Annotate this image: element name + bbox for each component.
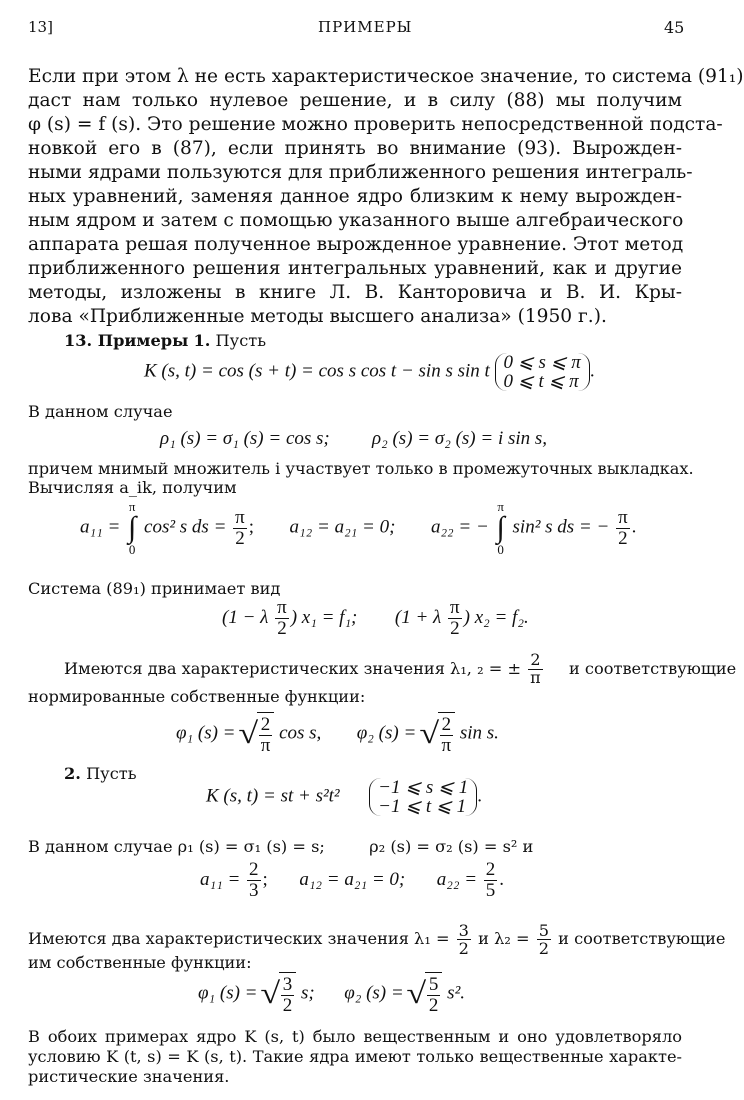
text-line: В данном случае [28, 402, 173, 421]
fraction-pi-over-2: $\frac{\pi}{2}$ [618, 506, 628, 549]
closing-line: В обоих примерах ядро K (s, t) было вещественным и оно удовлетворяло [28, 1027, 682, 1046]
integral-sign: π ∫ 0 [128, 499, 137, 557]
system-eq2-right: ) x₂ = f₂. [463, 606, 529, 628]
running-title: ПРИМЕРЫ [318, 18, 413, 36]
fraction-2-over-pi: $\frac{2}{\pi}$ [530, 650, 541, 687]
paragraph-line: Если при этом λ не есть характеристическое значение, то система (91₁) [28, 66, 744, 87]
kernel-formula: K (s, t) = cos (s + t) = cos s cos t − sin s sin t [144, 360, 490, 382]
sqrt-2-over-pi: √ $\frac{2}{\pi}$ [240, 712, 274, 756]
section-number: 13] [28, 18, 53, 36]
system-eq2-left: (1 + λ [394, 606, 442, 628]
text-line: нормированные собственные функции: [28, 687, 366, 706]
integral-sign: π ∫ 0 [496, 499, 505, 557]
paragraph-line: аппарата решая полученное вырожденное уравнение. Этот метод [28, 234, 684, 255]
paragraph-line: методы, изложены в книге Л. В. Канторовича и В. И. Кры- [28, 282, 682, 303]
equation-a-coefficients: a₁₁ = $\frac{2}{3}$ ; a₁₂ = a₂₁ = 0; a₂₂ = $\frac{2}{5}$ . [200, 859, 505, 901]
rho2-formula: ρ₂ (s) = σ₂ (s) = i sin s, [372, 428, 548, 449]
text-line: Имеются два характеристических значения λ₁ = $\frac{3}{2}$ и λ₂ = $\frac{5}{2}$ и соответствующие [28, 921, 726, 958]
section-heading [64, 330, 266, 352]
example-number: 1. [193, 331, 211, 350]
sqrt-2-over-pi: √ $\frac{2}{\pi}$ [421, 712, 455, 756]
paragraph-line: даст нам только нулевое решение, и в силу (88) мы получим [28, 90, 682, 111]
equation-eigenfunctions-2: φ₁ (s) = √ $\frac{3}{2}$ s; φ₂ (s) = √ $\frac{5}{2}$ s². [198, 974, 466, 1016]
closing-line: условию K (t, s) = K (s, t). Такие ядра имеют только вещественные характе- [28, 1047, 682, 1066]
equation-kernel-1: K (s, t) = cos (s + t) = cos s cos t − sin s sin t 0 ⩽ s ⩽ π 0 ⩽ t ⩽ π . [144, 352, 595, 392]
condition-t: 0 ⩽ t ⩽ π [503, 371, 579, 392]
equation-rho-sigma-1 [160, 428, 330, 450]
text-line: Имеются два характеристических значения λ₁, ₂ = ± $\frac{2}{\pi}$ и соответствующие [64, 650, 737, 687]
lower-limit: 0 [128, 542, 136, 557]
text-line: им собственные функции: [28, 953, 252, 972]
fraction-pi-over-2: $\frac{\pi}{2}$ [235, 506, 245, 549]
section-heading-title: 13. Примеры [64, 331, 189, 350]
condition-s: 0 ⩽ s ⩽ π [503, 352, 581, 373]
equation-system: (1 − λ $\frac{\pi}{2}$ ) x₁ = f₁; (1 + λ $\frac{\pi}{2}$ ) x₂ = f₂. [222, 597, 529, 639]
fraction-2-over-5: $\frac{2}{5}$ [485, 859, 496, 901]
text-line: Вычисляя a_ik, получим [28, 478, 237, 497]
example-2-label: 2. Пусть [64, 764, 137, 783]
domain-conditions: −1 ⩽ s ⩽ 1 −1 ⩽ t ⩽ 1 [369, 778, 477, 816]
paragraph-line: ным ядром и затем с помощью указанного выше алгебраического [28, 210, 684, 231]
text-line: причем мнимый множитель i участвует только в промежуточных выкладках. [28, 459, 694, 478]
paragraph-line: ными ядрами пользуются для приближенного решения интеграль- [28, 162, 693, 183]
a22-integrand: sin² s ds = − [512, 516, 610, 538]
paragraph-line: лова «Приближенные методы высшего анализа» (1950 г.). [28, 306, 607, 327]
fraction-5-over-2: $\frac{5}{2}$ [538, 921, 550, 958]
page-number: 45 [664, 18, 685, 37]
equation-integrals-1: a₁₁ = π ∫ 0 cos² s ds = $\frac{\pi}{2}$ ; a₁₂ = a₂₁ = 0; a₂₂ = − π ∫ 0 sin² s ds = − $\frac{\pi}{2}$ . [80, 499, 637, 557]
equation-kernel-2: K (s, t) = st + s²t² −1 ⩽ s ⩽ 1 −1 ⩽ t ⩽ 1 . [206, 777, 482, 817]
a22-label: a₂₂ = − [430, 516, 489, 538]
system-eq1-left: (1 − λ [222, 606, 269, 628]
rho1-formula: ρ₁ (s) = σ₁ (s) = cos s; [160, 428, 330, 449]
paragraph-line: приближенного решения интегральных уравнений, как и другие [28, 258, 682, 279]
a12-equation: a₁₂ = a₂₁ = 0; [289, 516, 396, 538]
equation-eigenfunctions-1: φ₁ (s) = √ $\frac{2}{\pi}$ cos s, φ₂ (s) = √ $\frac{2}{\pi}$ sin s. [176, 714, 499, 756]
paragraph-line: φ (s) = f (s). Это решение можно проверить непосредственной подста- [28, 114, 723, 135]
paragraph-line: ных уравнений, заменяя данное ядро близким к нему вырожден- [28, 186, 682, 207]
a11-integrand: cos² s ds = [144, 516, 227, 538]
system-eq1-right: ) x₁ = f₁; [290, 606, 358, 628]
a11-label: a₁₁ = [80, 516, 121, 538]
paragraph-line: новкой его в (87), если принять во внимание (93). Вырожден- [28, 138, 682, 159]
sqrt-5-over-2: √ $\frac{5}{2}$ [408, 972, 442, 1016]
domain-conditions [495, 353, 590, 391]
fraction-3-over-2: $\frac{3}{2}$ [458, 921, 469, 958]
sqrt-3-over-2: √ $\frac{3}{2}$ [262, 972, 296, 1016]
example-intro: Пусть [215, 331, 267, 350]
equation-rho-sigma-2 [372, 428, 547, 450]
text-line: Система (89₁) принимает вид [28, 579, 281, 598]
closing-line: ристические значения. [28, 1067, 230, 1086]
text-line: В данном случае ρ₁ (s) = σ₁ (s) = s; ρ₂ (s) = σ₂ (s) = s² и [28, 837, 534, 856]
upper-limit: π [128, 499, 136, 514]
fraction-2-over-3: $\frac{2}{3}$ [249, 859, 259, 901]
